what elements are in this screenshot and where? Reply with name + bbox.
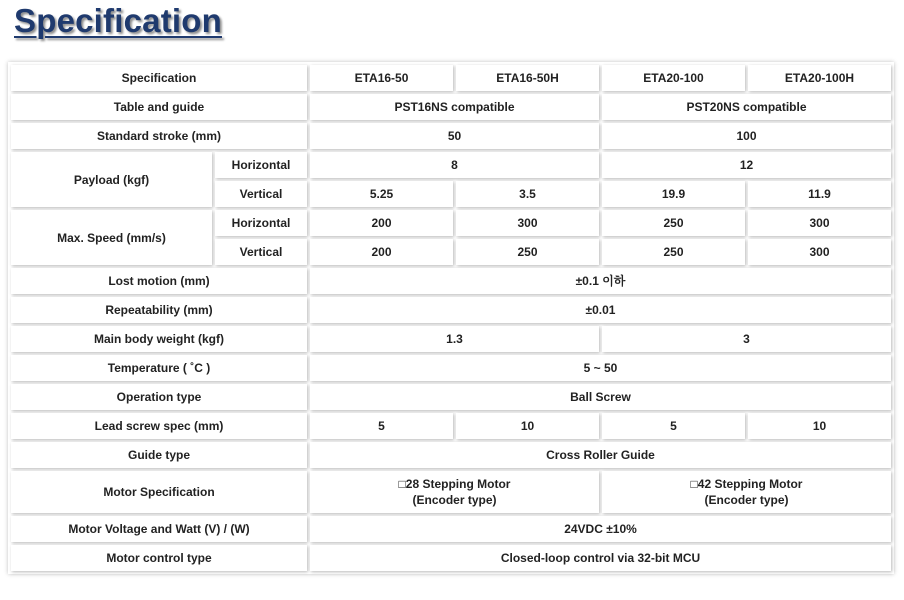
model-eta20-100: ETA20-100 <box>602 65 745 91</box>
table-cell: 5.25 <box>310 181 453 207</box>
table-cell: 250 <box>456 239 599 265</box>
table-row <box>11 123 891 149</box>
table-cell: 5 ~ 50 <box>310 355 891 381</box>
table-row <box>11 516 891 542</box>
motor-spec-line: □28 Stepping Motor <box>398 477 511 491</box>
page-title: Specification <box>14 2 222 39</box>
model-eta16-50h: ETA16-50H <box>456 65 599 91</box>
row-label: Motor control type <box>11 545 307 571</box>
motor-spec-line: (Encoder type) <box>412 493 497 507</box>
row-label: Max. Speed (mm/s) <box>11 210 212 265</box>
spec-table-container <box>8 62 894 574</box>
row-label: Guide type <box>11 442 307 468</box>
table-cell: 8 <box>310 152 599 178</box>
row-label: Lead screw spec (mm) <box>11 413 307 439</box>
table-row <box>11 384 891 410</box>
sub-row-label: Horizontal <box>215 210 307 236</box>
table-cell: 100 <box>602 123 891 149</box>
table-cell: 300 <box>456 210 599 236</box>
table-cell: Cross Roller Guide <box>310 442 891 468</box>
table-cell: 300 <box>748 210 891 236</box>
table-cell: 200 <box>310 239 453 265</box>
row-label: Lost motion (mm) <box>11 268 307 294</box>
table-cell <box>310 471 599 513</box>
sub-row-label: Vertical <box>215 239 307 265</box>
spec-table <box>8 62 894 574</box>
table-row <box>11 442 891 468</box>
table-cell: ±0.1 이하 <box>310 268 891 294</box>
table-cell: 19.9 <box>602 181 745 207</box>
table-cell: 1.3 <box>310 326 599 352</box>
table-cell: 5 <box>310 413 453 439</box>
table-cell: 3 <box>602 326 891 352</box>
table-cell: 250 <box>602 210 745 236</box>
table-row <box>11 413 891 439</box>
row-label: Table and guide <box>11 94 307 120</box>
table-cell <box>602 471 891 513</box>
table-row <box>11 326 891 352</box>
table-cell: 12 <box>602 152 891 178</box>
table-row <box>11 152 891 178</box>
table-cell: Ball Screw <box>310 384 891 410</box>
row-label: Temperature ( ˚C ) <box>11 355 307 381</box>
table-cell: 10 <box>748 413 891 439</box>
row-label: Main body weight (kgf) <box>11 326 307 352</box>
table-row <box>11 94 891 120</box>
motor-spec-line: (Encoder type) <box>704 493 789 507</box>
row-label: Motor Voltage and Watt (V) / (W) <box>11 516 307 542</box>
table-cell: 10 <box>456 413 599 439</box>
row-label: Repeatability (mm) <box>11 297 307 323</box>
table-cell: 50 <box>310 123 599 149</box>
table-row <box>11 545 891 571</box>
motor-spec-line: □42 Stepping Motor <box>690 477 803 491</box>
table-cell: 5 <box>602 413 745 439</box>
row-label: Standard stroke (mm) <box>11 123 307 149</box>
table-cell: 300 <box>748 239 891 265</box>
header-label: Specification <box>11 65 307 91</box>
row-label: Payload (kgf) <box>11 152 212 207</box>
row-label: Motor Specification <box>11 471 307 513</box>
model-eta20-100h: ETA20-100H <box>748 65 891 91</box>
table-cell: 3.5 <box>456 181 599 207</box>
table-cell: PST16NS compatible <box>310 94 599 120</box>
header-row <box>11 65 891 91</box>
table-row <box>11 471 891 513</box>
table-cell: 200 <box>310 210 453 236</box>
table-row <box>11 355 891 381</box>
table-cell: 11.9 <box>748 181 891 207</box>
model-eta16-50: ETA16-50 <box>310 65 453 91</box>
table-cell: Closed-loop control via 32-bit MCU <box>310 545 891 571</box>
sub-row-label: Horizontal <box>215 152 307 178</box>
table-row <box>11 268 891 294</box>
table-cell: 250 <box>602 239 745 265</box>
sub-row-label: Vertical <box>215 181 307 207</box>
table-row <box>11 210 891 236</box>
table-cell: PST20NS compatible <box>602 94 891 120</box>
table-cell: ±0.01 <box>310 297 891 323</box>
table-row <box>11 297 891 323</box>
table-cell: 24VDC ±10% <box>310 516 891 542</box>
row-label: Operation type <box>11 384 307 410</box>
